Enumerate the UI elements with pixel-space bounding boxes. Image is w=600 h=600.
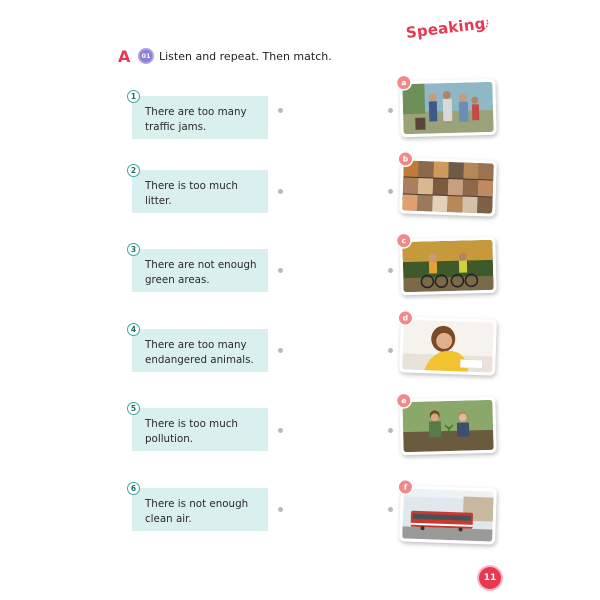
match-dot-right[interactable]: [388, 108, 393, 113]
photo-letter: d: [399, 311, 412, 324]
match-dot-right[interactable]: [388, 428, 393, 433]
match-dot-left[interactable]: [278, 189, 283, 194]
sentence-line: pollution.: [145, 433, 194, 445]
sentence-line: There is too much: [145, 418, 238, 430]
section-title: Speaking: [404, 14, 487, 42]
sentence-number: 4: [127, 323, 140, 336]
match-dot-right[interactable]: [388, 189, 393, 194]
match-dot-right[interactable]: [388, 268, 393, 273]
people-in-park-photo: [402, 82, 493, 134]
sentence-line: endangered animals.: [145, 354, 254, 366]
photo-f: [399, 482, 497, 544]
sentence-4: [130, 325, 268, 372]
photo-c: [399, 237, 496, 295]
photo-letter: a: [397, 76, 410, 89]
match-dot-left[interactable]: [278, 348, 283, 353]
match-dot-left[interactable]: [278, 268, 283, 273]
sentence-line: There are too many: [145, 106, 247, 118]
sentence-1: [130, 92, 268, 139]
sentence-number: 1: [127, 90, 140, 103]
photo-letter: c: [397, 234, 410, 247]
photo-letter: b: [399, 152, 412, 165]
sentence-number: 6: [127, 482, 140, 495]
sentence-line: There is not enough: [145, 498, 249, 510]
match-dot-left[interactable]: [278, 507, 283, 512]
sentence-line: There are too many: [145, 339, 247, 351]
sentence-line: traffic jams.: [145, 121, 207, 133]
match-dot-right[interactable]: [388, 348, 393, 353]
streetcar-photo: [402, 488, 494, 541]
sentence-6: [130, 484, 268, 531]
sentence-line: There are not enough: [145, 259, 257, 271]
kids-cycling-photo: [402, 240, 493, 292]
sentence-line: There is too much litter.: [145, 180, 238, 207]
sentence-5: [130, 404, 268, 451]
sentence-number: 5: [127, 402, 140, 415]
photo-letter: f: [399, 480, 412, 493]
photo-letter: e: [397, 394, 410, 407]
audio-track-button[interactable]: 01: [138, 48, 154, 64]
match-dot-right[interactable]: [388, 507, 393, 512]
girl-drawing-photo: [402, 319, 494, 372]
activity-header: [118, 46, 332, 66]
sound-waves-icon: [478, 18, 492, 32]
activity-letter: A: [118, 46, 131, 66]
activity-instruction: Listen and repeat. Then match.: [159, 49, 332, 63]
sentence-line: green areas.: [145, 274, 210, 286]
kids-planting-photo: [402, 400, 493, 452]
animal-collage-photo: [402, 160, 494, 213]
photo-a: [399, 79, 496, 137]
sentence-2: [130, 166, 268, 213]
sentence-number: 3: [127, 243, 140, 256]
match-dot-left[interactable]: [278, 428, 283, 433]
sentence-line: clean air.: [145, 513, 192, 525]
photo-d: [399, 313, 497, 375]
photo-e: [399, 397, 496, 455]
match-dot-left[interactable]: [278, 108, 283, 113]
sentence-number: 2: [127, 164, 140, 177]
photo-b: [399, 154, 497, 216]
page-number: 11: [479, 567, 501, 589]
sentence-3: [130, 245, 268, 292]
